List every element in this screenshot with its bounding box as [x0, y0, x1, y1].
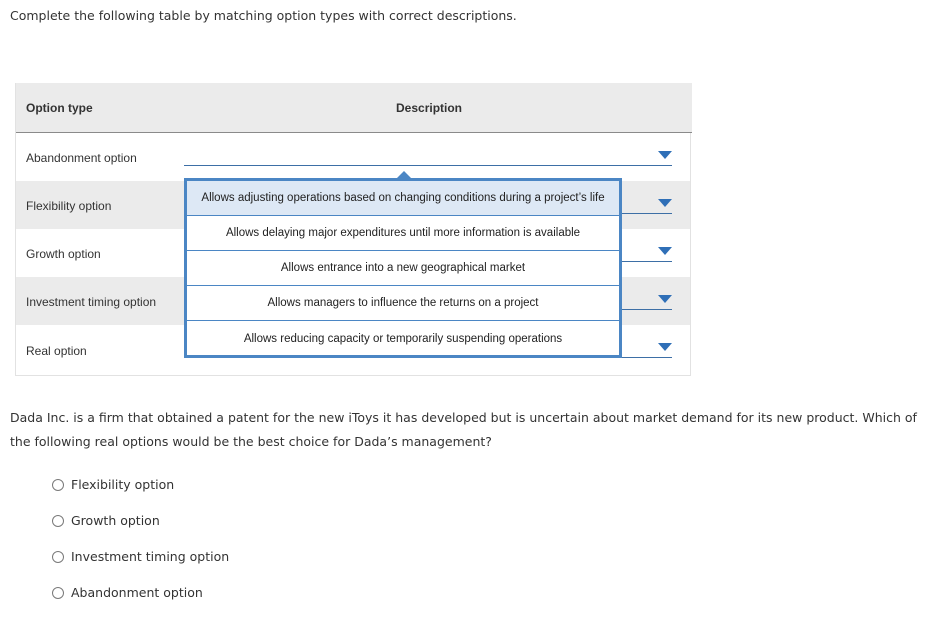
row-label-investment-timing: Investment timing option — [26, 295, 157, 309]
menu-option-new-market[interactable]: Allows entrance into a new geographical market — [187, 251, 619, 286]
menu-option-delaying-expenditures[interactable]: Allows delaying major expenditures until more information is available — [187, 216, 619, 251]
row-label-flexibility: Flexibility option — [26, 199, 112, 213]
radio-button[interactable] — [52, 479, 64, 491]
row-label-real-option: Real option — [26, 344, 87, 358]
popup-caret-icon — [397, 171, 411, 178]
chevron-down-icon[interactable] — [658, 247, 672, 255]
chevron-down-icon[interactable] — [658, 343, 672, 351]
description-dropdown-abandonment[interactable] — [184, 145, 672, 166]
menu-option-influence-returns[interactable]: Allows managers to influence the returns on a project — [187, 286, 619, 321]
choice-label: Investment timing option — [71, 549, 230, 564]
question-text: Dada Inc. is a firm that obtained a patent for the new iToys it has developed but is uncertain about market demand for its new product. Which of the following real options would be the best choice for Dada’s management? — [10, 410, 917, 449]
instructions: Complete the following table by matching option types with correct descriptions. — [10, 8, 517, 23]
description-options-menu — [184, 178, 622, 358]
choice-label: Flexibility option — [71, 477, 175, 492]
table-header — [16, 83, 692, 133]
choice-abandonment-option[interactable] — [52, 585, 203, 600]
radio-button[interactable] — [52, 587, 64, 599]
choice-label: Abandonment option — [71, 585, 203, 600]
table-row — [16, 133, 690, 181]
radio-button[interactable] — [52, 551, 64, 563]
choice-flexibility-option[interactable] — [52, 477, 174, 492]
header-description: Description — [396, 101, 463, 115]
row-label-abandonment: Abandonment option — [26, 151, 137, 165]
row-label-growth: Growth option — [26, 247, 101, 261]
choice-investment-timing-option[interactable] — [52, 549, 229, 564]
radio-button[interactable] — [52, 515, 64, 527]
chevron-down-icon[interactable] — [658, 199, 672, 207]
choice-growth-option[interactable] — [52, 513, 160, 528]
chevron-down-icon[interactable] — [658, 151, 672, 159]
menu-option-adjusting-operations[interactable]: Allows adjusting operations based on changing conditions during a project’s life — [187, 181, 619, 216]
menu-option-reducing-capacity[interactable]: Allows reducing capacity or temporarily suspending operations — [243, 332, 563, 345]
choice-label: Growth option — [71, 513, 160, 528]
header-option-type: Option type — [26, 101, 93, 115]
chevron-down-icon[interactable] — [658, 295, 672, 303]
